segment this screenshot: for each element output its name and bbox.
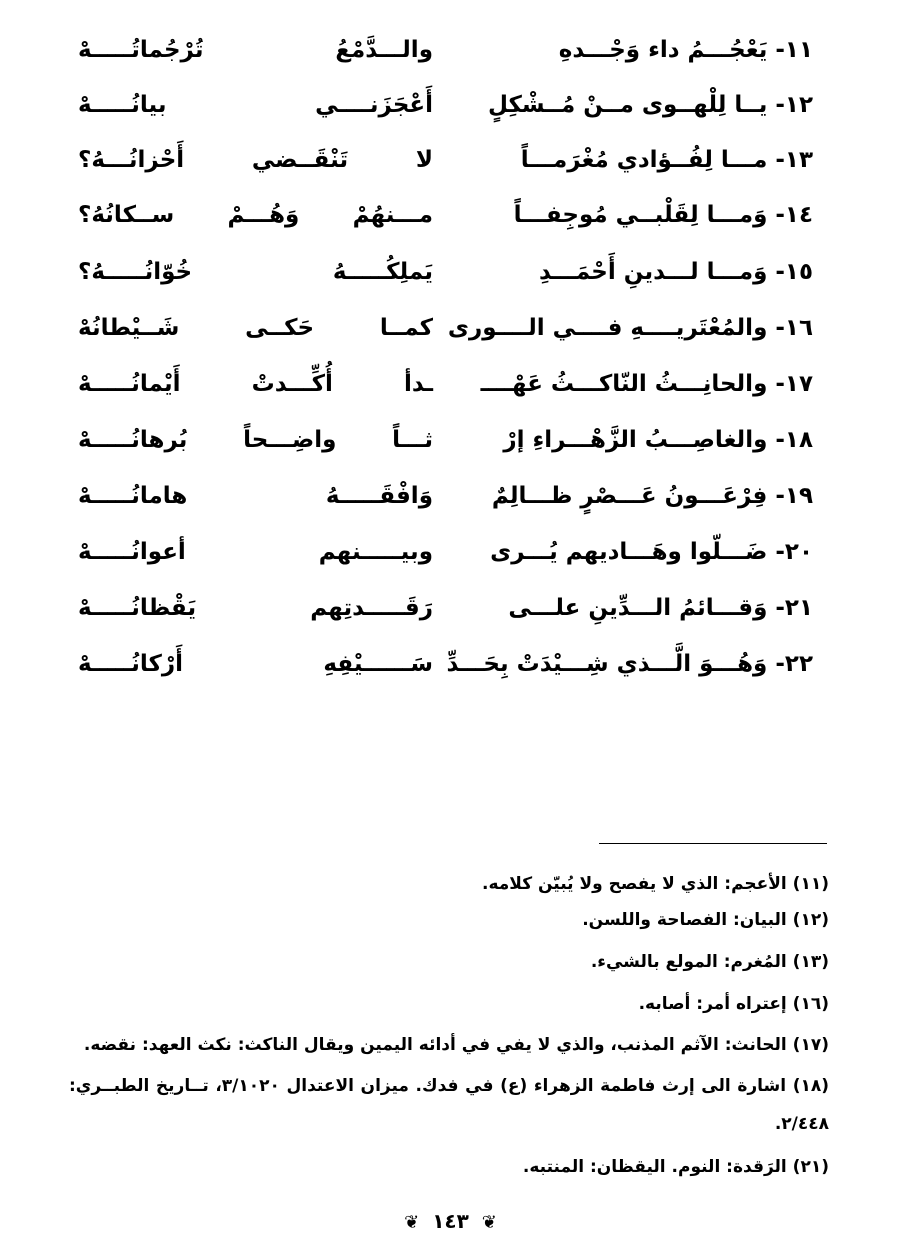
verse-13: [0, 140, 901, 180]
verse-first-hemistich: ١٨- والغاصِـــبُ الزَّهْـــراءِ إرْ: [503, 427, 813, 453]
verse-first-hemistich: ١١- يَعْجُـــمُ داء وَجْـــدهِ: [558, 37, 813, 63]
ornament-right-icon: ❦: [481, 1212, 497, 1233]
footnote-18: (١٨) اشارة الى إرث فاطمة الزهراء (ع) في فدك. ميزان الاعتدال ٣/١٠٢٠، تــاريخ الطبــري: ٢/٤٤٨.: [69, 1076, 830, 1134]
poem: [0, 30, 901, 710]
footnote-divider: [599, 843, 827, 844]
footnote-21: (٢١) الرَقدة: النوم. اليقظان: المنتبه.: [522, 1157, 829, 1177]
page-number: ١٤٣: [432, 1209, 469, 1233]
verse-19: [0, 476, 901, 516]
verse-14: [0, 195, 901, 235]
verse-16: [0, 308, 901, 348]
verse-first-hemistich: ١٢- يــا لِلْهــوى مــنْ مُــشْكِلٍ: [487, 92, 813, 118]
verse-second-hemistich: لا تَنْقَــضي أَحْزانُـــهُ؟: [78, 147, 433, 173]
verse-second-hemistich: ثـــاً واضِـــحاً بُرهانُـــــهْ: [78, 427, 433, 453]
verse-21: [0, 588, 901, 628]
verse-second-hemistich: كمــا حَكــى شَــيْطانُهْ: [78, 315, 433, 341]
verse-first-hemistich: ٢٢- وَهُـــوَ الَّـــذي شِـــيْدَتْ بِحَـــدِّ: [446, 651, 813, 677]
verse-17: [0, 364, 901, 404]
verse-second-hemistich: وبيـــــنهم أعوانُـــــهْ: [78, 539, 433, 565]
verse-12: [0, 85, 901, 125]
verse-first-hemistich: ١٧- والحانِـــثُ النّاكـــثُ عَهْــــ: [480, 371, 813, 397]
verse-second-hemistich: ـدأ أُكِّـــدتْ أَيْمانُـــــهْ: [78, 371, 433, 397]
verse-second-hemistich: أَعْجَزَنــــي بيانُـــــهْ: [78, 92, 433, 118]
verse-first-hemistich: ١٥- وَمـــا لـــدينِ أَحْمَـــدِ: [539, 259, 813, 285]
footnote-11: (١١) الأعجم: الذي لا يفصح ولا يُبيّن كلامه.: [482, 874, 829, 894]
verse-second-hemistich: وَافْقَـــــهُ هامانُـــــهْ: [78, 483, 433, 509]
verse-11: [0, 30, 901, 70]
verse-second-hemistich: يَملِكُـــــهُ خُوّانُـــــهُ؟: [78, 259, 433, 285]
verse-20: [0, 532, 901, 572]
footnote-13: (١٣) المُغرم: المولع بالشيء.: [590, 952, 829, 972]
verse-second-hemistich: والـــدَّمْعُ تُرْجُماتُـــــهْ: [78, 37, 433, 63]
verse-22: [0, 644, 901, 684]
verse-second-hemistich: سَــــــيْفِهِ أَرْكانُـــــهْ: [78, 651, 433, 677]
ornament-left-icon: ❦: [404, 1212, 420, 1233]
verse-first-hemistich: ١٣- مـــا لِفُــؤادي مُغْرَمـــاً: [520, 147, 813, 173]
verse-15: [0, 252, 901, 292]
verse-first-hemistich: ١٦- والمُعْتَريــــهِ فــــي الــــورى: [447, 315, 813, 341]
verse-first-hemistich: ٢٠- ضَـــلّوا وهَـــاديهم يُـــرى: [490, 539, 813, 565]
footnote-12: (١٢) البيان: الفصاحة واللسن.: [582, 910, 829, 930]
page-footer: [0, 1204, 901, 1238]
verse-first-hemistich: ١٤- وَمـــا لِقَلْبــي مُوجِفـــاً: [513, 202, 813, 228]
verse-second-hemistich: مـــنهُمْ وَهُـــمْ ســكانُهُ؟: [78, 202, 433, 228]
verse-second-hemistich: رَقَـــــدتِهم يَقْظانُـــــهْ: [78, 595, 433, 621]
verse-18: [0, 420, 901, 460]
verse-first-hemistich: ٢١- وَقـــائمُ الـــدِّينِ علـــى: [508, 595, 813, 621]
footnote-17: (١٧) الحانث: الآثم المذنب، والذي لا يفي في أدائه اليمين ويقال الناكث: نكث العهد: نقضه.: [83, 1035, 829, 1055]
verse-first-hemistich: ١٩- فِرْعَـــونُ عَـــصْرٍ ظـــالِمٌ: [491, 483, 813, 509]
footnote-16: (١٦) إعتراه أمر: أصابه.: [638, 994, 829, 1014]
